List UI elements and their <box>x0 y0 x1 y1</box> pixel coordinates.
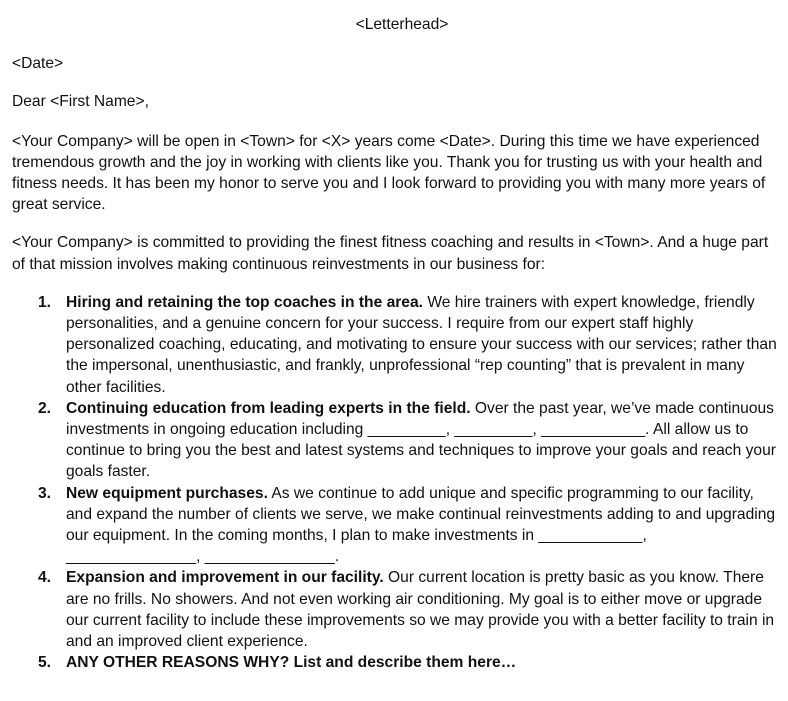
list-item-body: As we continue to add unique and specific programming to our facility, and expand the number of clients we serve, we make continual reinvestments adding to and upgrading our equipment. In the coming months, I plan to make investments in ____________, _______________, _______________. <box>66 484 776 566</box>
list-item-heading: Continuing education from leading experts in the field. <box>66 399 471 417</box>
list-item <box>12 567 778 652</box>
list-item-number: 5. <box>38 654 52 672</box>
list-item-number: 1. <box>38 293 52 311</box>
reinvestment-list <box>12 292 778 674</box>
list-item-body: We hire trainers with expert knowledge, friendly personalities, and a genuine concern for your success. I require from our expert staff highly personalized coaching, educating, and motivating to ensure your success with our services; rather than the impersonal, unenthusiastic, and frankly, unprofessional “rep counting” that is prevalent in many other facilities. <box>66 293 777 396</box>
list-item <box>12 398 778 483</box>
list-item-body: Over the past year, we’ve made continuous investments in ongoing education including _________, _________, ____________. All allow us to continue to bring you the best and latest systems and techniques to improve your goals and reach your goals faster. <box>66 399 776 481</box>
list-item-number: 2. <box>38 399 52 417</box>
list-item-number: 3. <box>38 484 52 502</box>
list-item-number: 4. <box>38 569 52 587</box>
mission-paragraph: <Your Company> is committed to providing the finest fitness coaching and results in <Town>. And a huge part of that mission involves making continuous reinvestments in our business for: <box>12 234 769 273</box>
letter-date: <Date> <box>12 55 64 73</box>
list-item-heading: New equipment purchases. <box>66 484 268 502</box>
letterhead: <Letterhead> <box>355 16 449 33</box>
list-item <box>12 292 778 398</box>
list-item-heading: Hiring and retaining the top coaches in the area. <box>66 293 423 311</box>
list-item-body: Our current location is pretty basic as you know. There are no frills. No showers. And not even working air conditioning. My goal is to either move or upgrade our current facility to include these improvements so we may provide you with a better facility to train in and an improved client experience. <box>66 569 775 651</box>
list-item-heading: Expansion and improvement in our facility. <box>66 569 384 587</box>
intro-paragraph: <Your Company> will be open in <Town> for <X> years come <Date>. During this time we have experienced tremendous growth and the joy in working with clients like you. Thank you for trusting us with your health and fitness needs. It has been my honor to serve you and I look forward to providing you with many more years of great service. <box>12 132 766 214</box>
list-item-heading: ANY OTHER REASONS WHY? List and describe them here… <box>66 654 517 672</box>
salutation: Dear <First Name>, <box>12 93 149 111</box>
list-item <box>12 652 778 673</box>
list-item <box>12 483 778 568</box>
